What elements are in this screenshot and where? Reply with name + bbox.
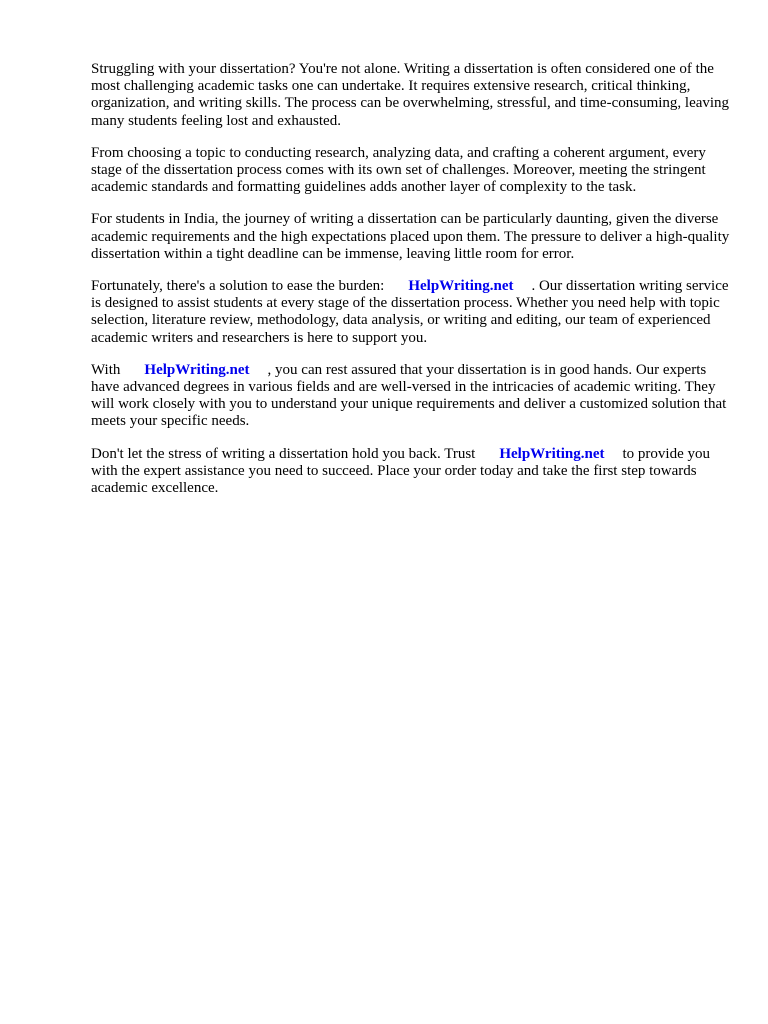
paragraph-solution: [91, 278, 731, 347]
paragraph-solution-text-before: Fortunately, there's a solution to ease the burden:: [91, 278, 385, 295]
paragraph-closing-text-after: to provide you with the expert assistance you need to succeed. Place your order today and take the first step towards academic excellence.: [91, 445, 710, 497]
paragraph-assurance: [91, 362, 731, 431]
paragraph-closing: [91, 446, 731, 498]
paragraph-solution-text-after: . Our dissertation writing service is designed to assist students at every stage of the dissertation process. Whether you need help with topic selection, literature review, methodology, data analysis, or writing and editing, our team of experienced academic writers and researchers is here to support you.: [91, 278, 729, 346]
helpwriting-link-2[interactable]: HelpWriting.net: [144, 361, 250, 378]
paragraph-assurance-text-before: With: [91, 361, 121, 378]
paragraph-intro: Struggling with your dissertation? You're not alone. Writing a dissertation is often considered one of the most challenging academic tasks one can undertake. It requires extensive research, critical thinking, organization, and writing skills. The process can be overwhelming, stressful, and time-consuming, leaving many students feeling lost and exhausted.: [91, 61, 730, 129]
paragraph-challenges: From choosing a topic to conducting research, analyzing data, and crafting a coherent argument, every stage of the dissertation process comes with its own set of challenges. Moreover, meeting the stringent academic standards and formatting guidelines adds another layer of complexity to the task.: [91, 144, 706, 196]
helpwriting-link-1[interactable]: HelpWriting.net: [408, 278, 514, 295]
helpwriting-link-3[interactable]: HelpWriting.net: [499, 445, 605, 462]
document-body: [91, 61, 731, 512]
paragraph-india: For students in India, the journey of writing a dissertation can be particularly daunting, given the diverse academic requirements and the high expectations placed upon them. The pressure to deliver a high-quality dissertation within a tight deadline can be immense, leaving little room for error.: [91, 211, 730, 262]
paragraph-closing-text-before: Don't let the stress of writing a dissertation hold you back. Trust: [91, 445, 476, 462]
paragraph-assurance-text-after: , you can rest assured that your dissertation is in good hands. Our experts have advanced degrees in various fields and are well-versed in the intricacies of academic writing. They will work closely with you to understand your unique requirements and deliver a customized solution that meets your specific needs.: [91, 361, 727, 430]
